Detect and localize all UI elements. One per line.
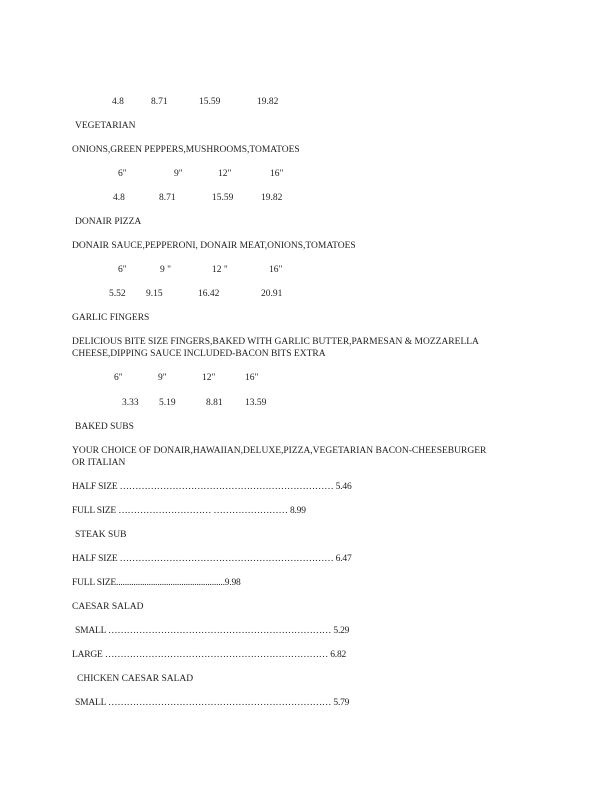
- garlic-fingers-description-line2: CHEESE,DIPPING SAUCE INCLUDED-BACON BITS EXTRA: [72, 349, 326, 359]
- vegetarian-size-9in: 9": [174, 169, 183, 179]
- row1-price-9in: 8.71: [151, 97, 168, 107]
- chicken-caesar-salad-title: CHICKEN CAESAR SALAD: [77, 674, 194, 684]
- donair-pizza-size-9in: 9 ": [160, 265, 172, 275]
- garlic-fingers-size-9in: 9": [158, 373, 167, 383]
- baked-subs-title: BAKED SUBS: [75, 422, 134, 432]
- donair-pizza-price-9in: 9.15: [146, 289, 163, 299]
- garlic-fingers-size-6in: 6": [114, 373, 123, 383]
- caesar-salad-small: SMALL ……………………………………………………………… 5.29: [75, 626, 350, 636]
- garlic-fingers-size-16in: 16": [245, 373, 259, 383]
- vegetarian-price-9in: 8.71: [159, 193, 176, 203]
- garlic-fingers-price-16in: 13.59: [245, 398, 267, 408]
- donair-pizza-price-6in: 5.52: [109, 289, 126, 299]
- vegetarian-size-12in: 12": [218, 169, 232, 179]
- garlic-fingers-description-line1: DELICIOUS BITE SIZE FINGERS,BAKED WITH GARLIC BUTTER,PARMESAN & MOZZARELLA: [72, 337, 479, 347]
- vegetarian-size-6in: 6": [118, 169, 127, 179]
- baked-subs-choice-line2: OR ITALIAN: [72, 458, 126, 468]
- row1-price-12in: 15.59: [199, 97, 221, 107]
- vegetarian-price-12in: 15.59: [212, 193, 234, 203]
- row1-price-16in: 19.82: [257, 97, 279, 107]
- garlic-fingers-price-12in: 8.81: [206, 398, 223, 408]
- donair-pizza-size-16in: 16": [269, 265, 283, 275]
- donair-pizza-price-12in: 16.42: [198, 289, 220, 299]
- vegetarian-toppings: ONIONS,GREEN PEPPERS,MUSHROOMS,TOMATOES: [72, 145, 300, 155]
- donair-pizza-size-12in: 12 ": [212, 265, 228, 275]
- baked-subs-choice-line1: YOUR CHOICE OF DONAIR,HAWAIIAN,DELUXE,PIZZA,VEGETARIAN BACON-CHEESEBURGER: [72, 446, 487, 456]
- vegetarian-size-16in: 16": [270, 169, 284, 179]
- garlic-fingers-title: GARLIC FINGERS: [72, 313, 150, 323]
- donair-pizza-size-6in: 6": [118, 265, 127, 275]
- donair-pizza-price-16in: 20.91: [261, 289, 283, 299]
- garlic-fingers-size-12in: 12": [202, 373, 216, 383]
- steak-sub-title: STEAK SUB: [75, 530, 127, 540]
- steak-sub-full-size: FULL SIZE..................................................9.98: [72, 578, 241, 588]
- vegetarian-price-16in: 19.82: [261, 193, 283, 203]
- baked-subs-half-size: HALF SIZE …………………………………………………………… 5.46: [72, 482, 352, 492]
- chicken-caesar-salad-small: SMALL ……………………………………………………………… 5.79: [75, 698, 350, 708]
- donair-pizza-toppings: DONAIR SAUCE,PEPPERONI, DONAIR MEAT,ONIONS,TOMATOES: [72, 241, 356, 251]
- donair-pizza-title: DONAIR PIZZA: [75, 217, 142, 227]
- baked-subs-full-size: FULL SIZE ………………………… …………………… 8.99: [72, 506, 306, 516]
- steak-sub-half-size: HALF SIZE …………………………………………………………… 6.47: [72, 554, 352, 564]
- caesar-salad-large: LARGE ……………………………………………………………… 6.82: [72, 650, 347, 660]
- vegetarian-title: VEGETARIAN: [75, 121, 136, 131]
- garlic-fingers-price-9in: 5.19: [159, 398, 176, 408]
- caesar-salad-title: CAESAR SALAD: [72, 602, 144, 612]
- row1-price-6in: 4.8: [112, 97, 124, 107]
- vegetarian-price-6in: 4.8: [113, 193, 125, 203]
- garlic-fingers-price-6in: 3.33: [122, 398, 139, 408]
